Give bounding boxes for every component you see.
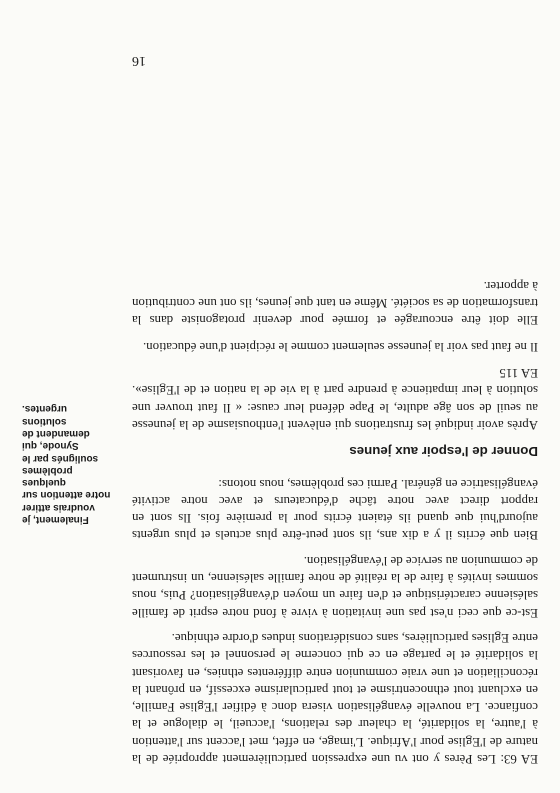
margin-note: Finalement, je voudrais attirer notre attention sur quelques problèmes soulignés par le Synode, qui demandent de solutions urgentes.: [22, 403, 111, 525]
paragraph-5: Il ne faut pas voir la jeunesse seulement comme le récipient d'une éducation.: [143, 339, 538, 354]
body-text: [132, 268, 538, 767]
page-number: 16: [132, 53, 146, 68]
section-heading: Donner de l'espoir aux jeunes: [349, 444, 538, 460]
paragraph-3: Bien que écrits il y a dix ans, ils sont peut-être plus actuels et plus urgents aujourd'hui que quand ils étaient écrits pour la première fois. Ils sont en rapport direct avec notre tâche d'éducateurs et avec notre activité évangélisatrice en général. Parmi ces problèmes, nous notons:: [132, 476, 538, 543]
paragraph-6: Elle doit être encouragée et formée pour devenir protagoniste dans la transformation de sa société. Même en tant que jeunes, ils ont une contribution à apporter.: [132, 278, 538, 328]
paragraph-1: EA 63: Les Pères y ont vu une expression particulièrement appropriée de la nature de l'Eglise pour l'Afrique. L'image, en effet, met l'accent sur l'attention à l'autre, la solidarité, la chaleur des relations, l'accueil, le dialogue et la confiance. La nouvelle évangélisation visera donc à édifier l'Eglise Famille, en excluant tout ethnocentrisme et tout particularisme excessif, en prônant la réconciliation et une vraie communion entre différentes ethnies, en favorisant la solidarité et le partage en ce qui concerne le personnel et les ressources entre Eglises particulières, sans considérations indues d'ordre ethnique.: [132, 630, 538, 766]
paragraph-2: Est-ce que ceci n'est pas une invitation à vivre à fond notre esprit de famille salésienne caractéristique et d'en faire un moyen d'évangélisation? Puis, nous sommes invités à faire de la réalité de notre famille salésienne, un instrument de communion au service de l'évangélisation.: [132, 553, 538, 620]
paragraph-4: Après avoir indiqué les frustrations qui enlèvent l'enthousiasme de la jeunesse au seuil de son âge adulte, le Pape défend leur cause: « Il faut trouver une solution à leur impatience à prendre part à la vie de la nation et de l'Eglise». EA 115: [132, 366, 538, 432]
